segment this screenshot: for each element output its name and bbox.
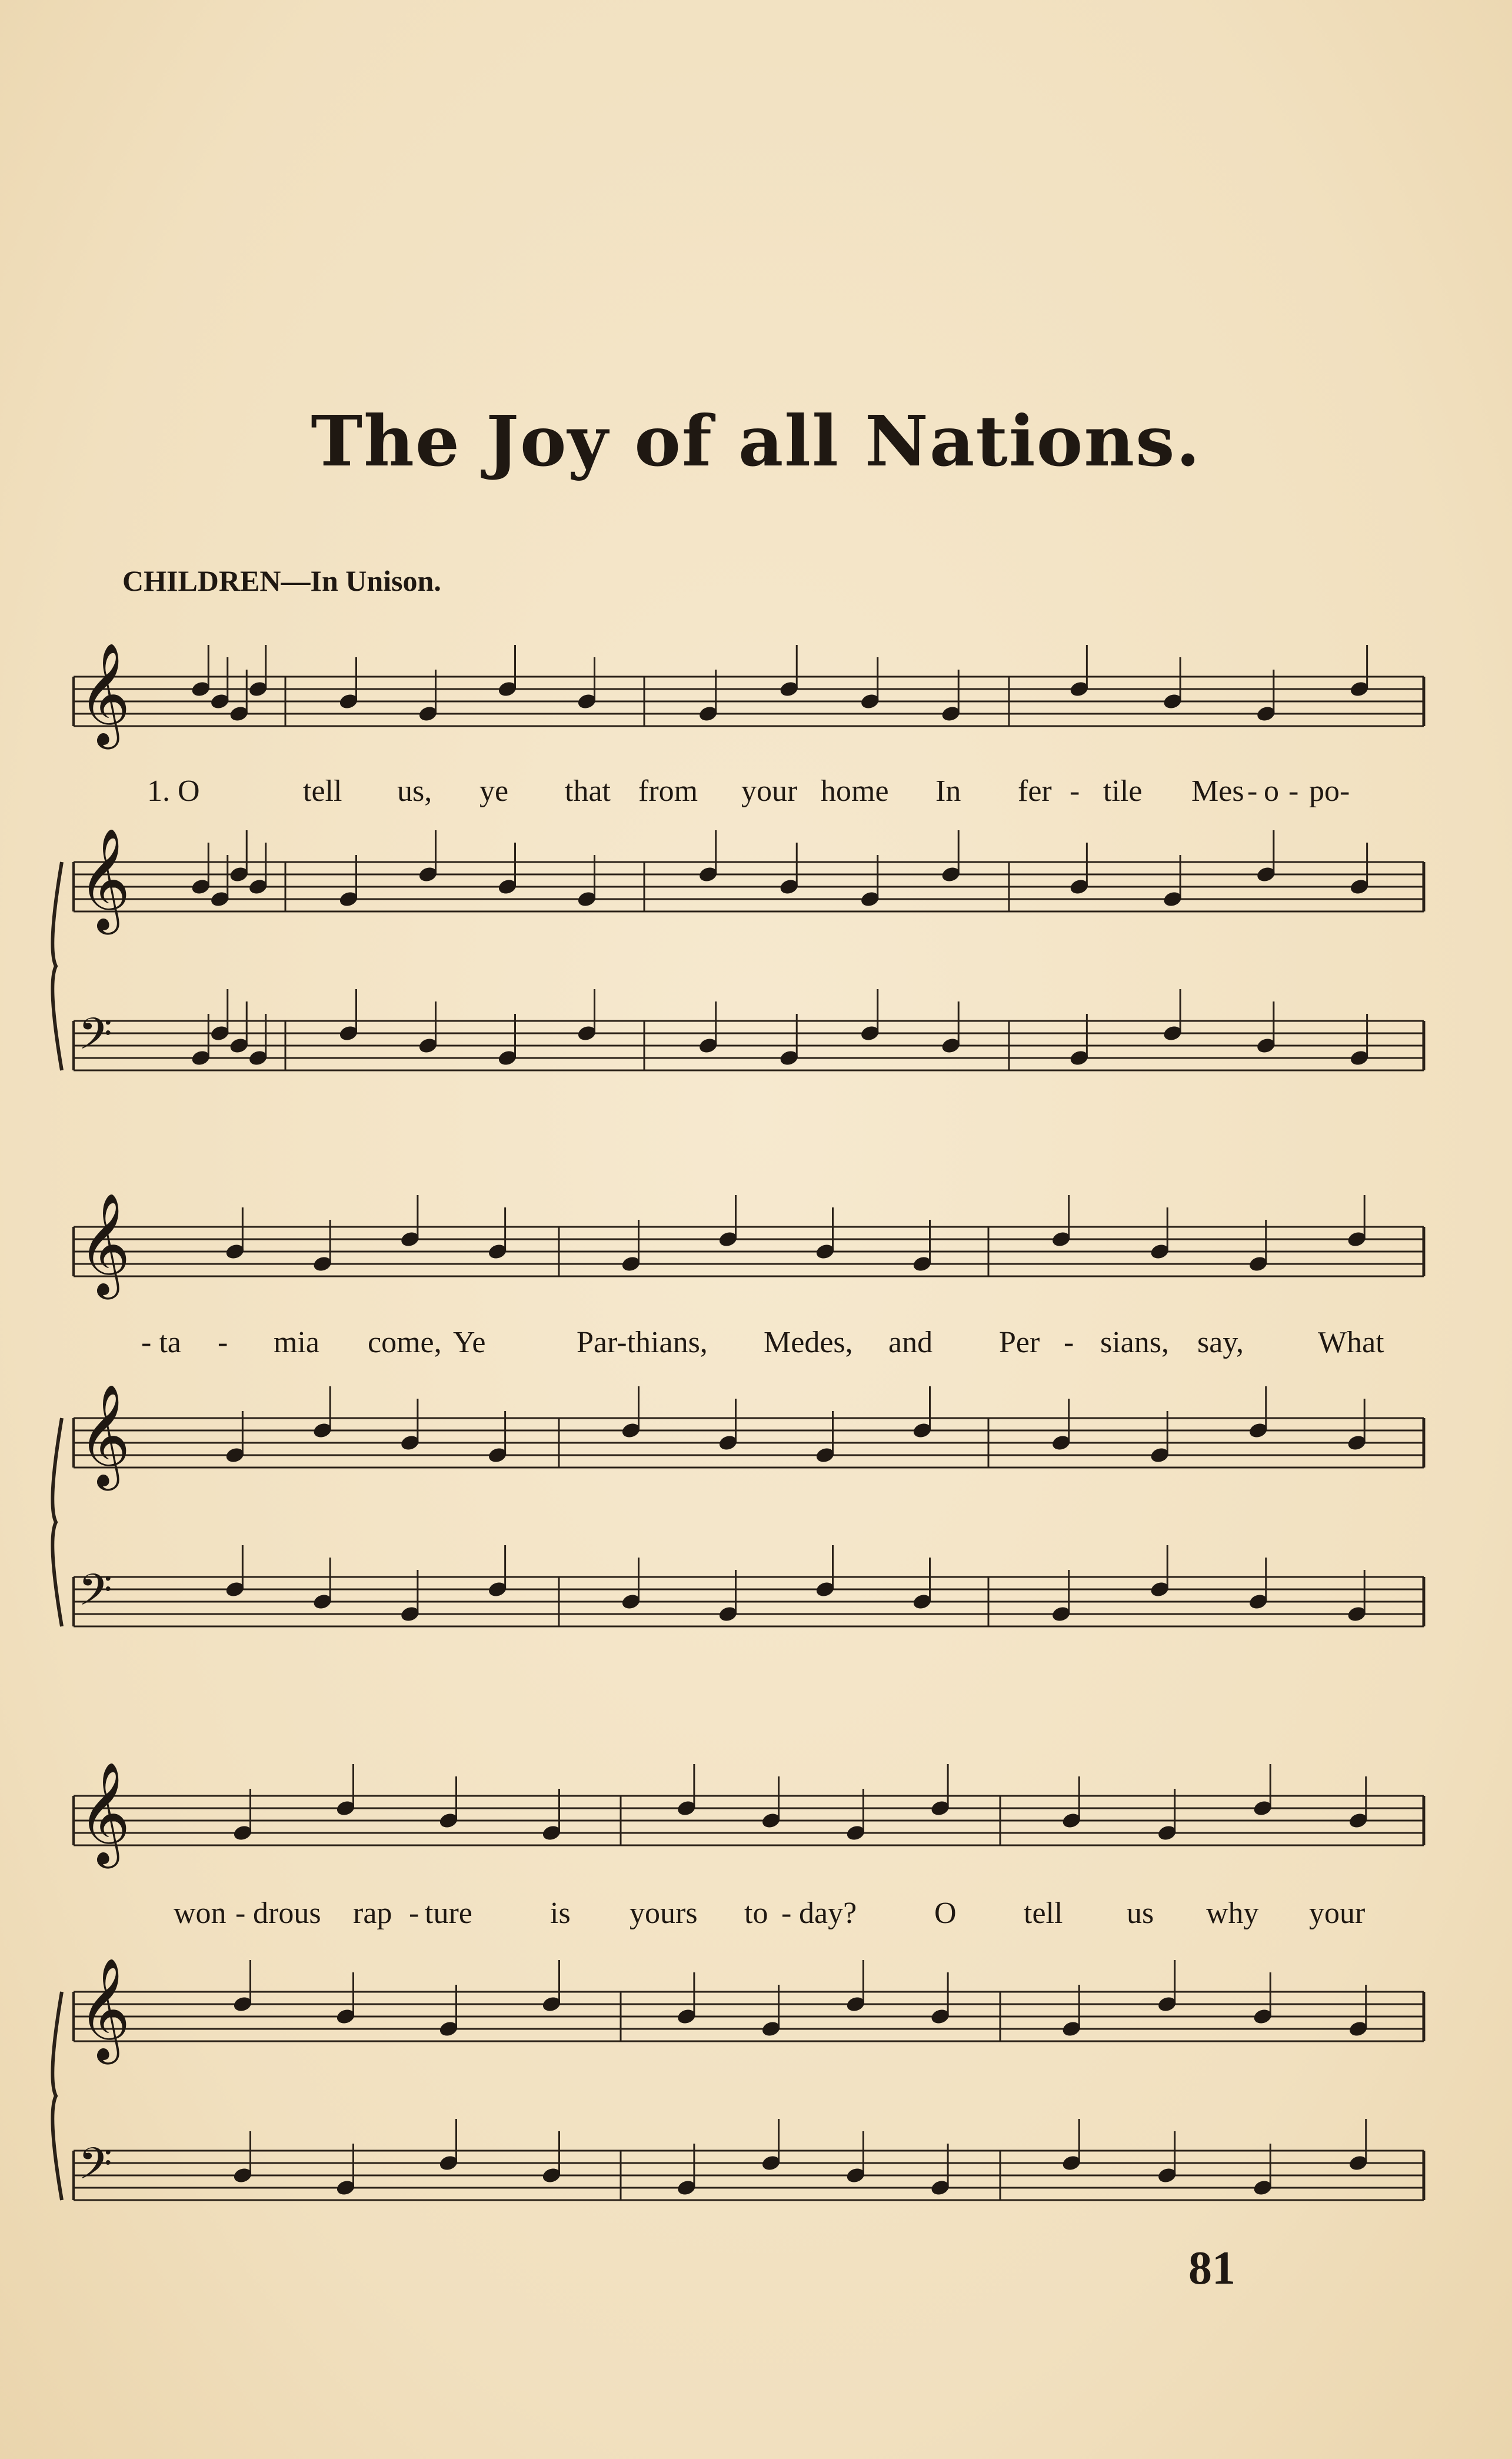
lyric-word: drous [253,1896,321,1930]
bass-clef-icon: 𝄢 [78,1009,112,1070]
lyrics-line-3 [76,1896,1430,1937]
treble-clef-icon: 𝄞 [78,1762,131,1864]
lyric-word: tell [1024,1896,1063,1930]
lyric-word: sians, [1100,1326,1169,1359]
lyric-word: rap [353,1896,392,1930]
lyric-word: Medes, [764,1326,853,1359]
lyric-word: yours [630,1896,698,1930]
lyric-word: your [1309,1896,1366,1930]
lyric-word: is [550,1896,571,1930]
page-number: 81 [1188,2242,1235,2294]
lyric-word: that [565,774,611,808]
lyric-word: from [638,774,698,808]
piano-brace [52,1418,62,1626]
lyric-word: come, [368,1326,442,1359]
page-title: The Joy of all Nations. [311,400,1201,482]
treble-clef-icon: 𝄞 [78,828,131,930]
lyric-word: day? [799,1896,857,1930]
lyric-word: - [781,1896,792,1930]
lyric-word: us, [397,774,432,808]
bass-clef-icon: 𝄢 [78,1565,112,1626]
lyric-word: In [935,774,961,808]
lyric-word: fer [1018,774,1052,808]
lyric-word: - [1247,774,1258,808]
lyric-word: - [1070,774,1080,808]
bass-clef-icon: 𝄢 [78,2138,112,2200]
lyric-word: - [1288,774,1299,808]
lyric-word: and [888,1326,933,1359]
lyric-word: - [409,1896,419,1930]
lyric-word: why [1206,1896,1259,1930]
lyrics-line-1 [76,774,1430,815]
lyric-word: Par-thians, [577,1326,708,1359]
lyric-word: tile [1103,774,1143,808]
lyric-word: o [1264,774,1279,808]
lyrics-line-2 [76,1325,1430,1366]
lyric-word: - [1064,1326,1074,1359]
lyric-word: Ye [453,1326,486,1359]
lyric-word: ye [479,774,509,808]
lyric-word: your [741,774,798,808]
lyric-word: to [744,1896,768,1930]
piano-brace [52,862,62,1070]
lyric-word: home [821,774,889,808]
lyric-word: po- [1309,774,1350,808]
lyric-word: 1. O [147,774,200,808]
lyric-word: ture [425,1896,472,1930]
lyric-word: Mes [1191,774,1244,808]
treble-clef-icon: 𝄞 [78,1958,131,2060]
lyric-word: O [934,1896,957,1930]
treble-clef-icon: 𝄞 [78,1193,131,1295]
piano-brace [52,1992,62,2200]
lyric-word: tell [303,774,342,808]
voice-label: CHILDREN—In Unison. [122,564,441,597]
lyric-word: say, [1197,1326,1244,1359]
lyric-word: won [174,1896,227,1930]
lyric-word: mia [274,1326,319,1359]
lyric-word: Per [999,1326,1040,1359]
lyric-word: - [235,1896,246,1930]
lyric-word: - [218,1326,228,1359]
treble-clef-icon: 𝄞 [78,643,131,745]
lyric-word: - ta [141,1326,181,1359]
treble-clef-icon: 𝄞 [78,1384,131,1486]
lyric-word: What [1318,1326,1384,1359]
lyric-word: us [1127,1896,1154,1930]
